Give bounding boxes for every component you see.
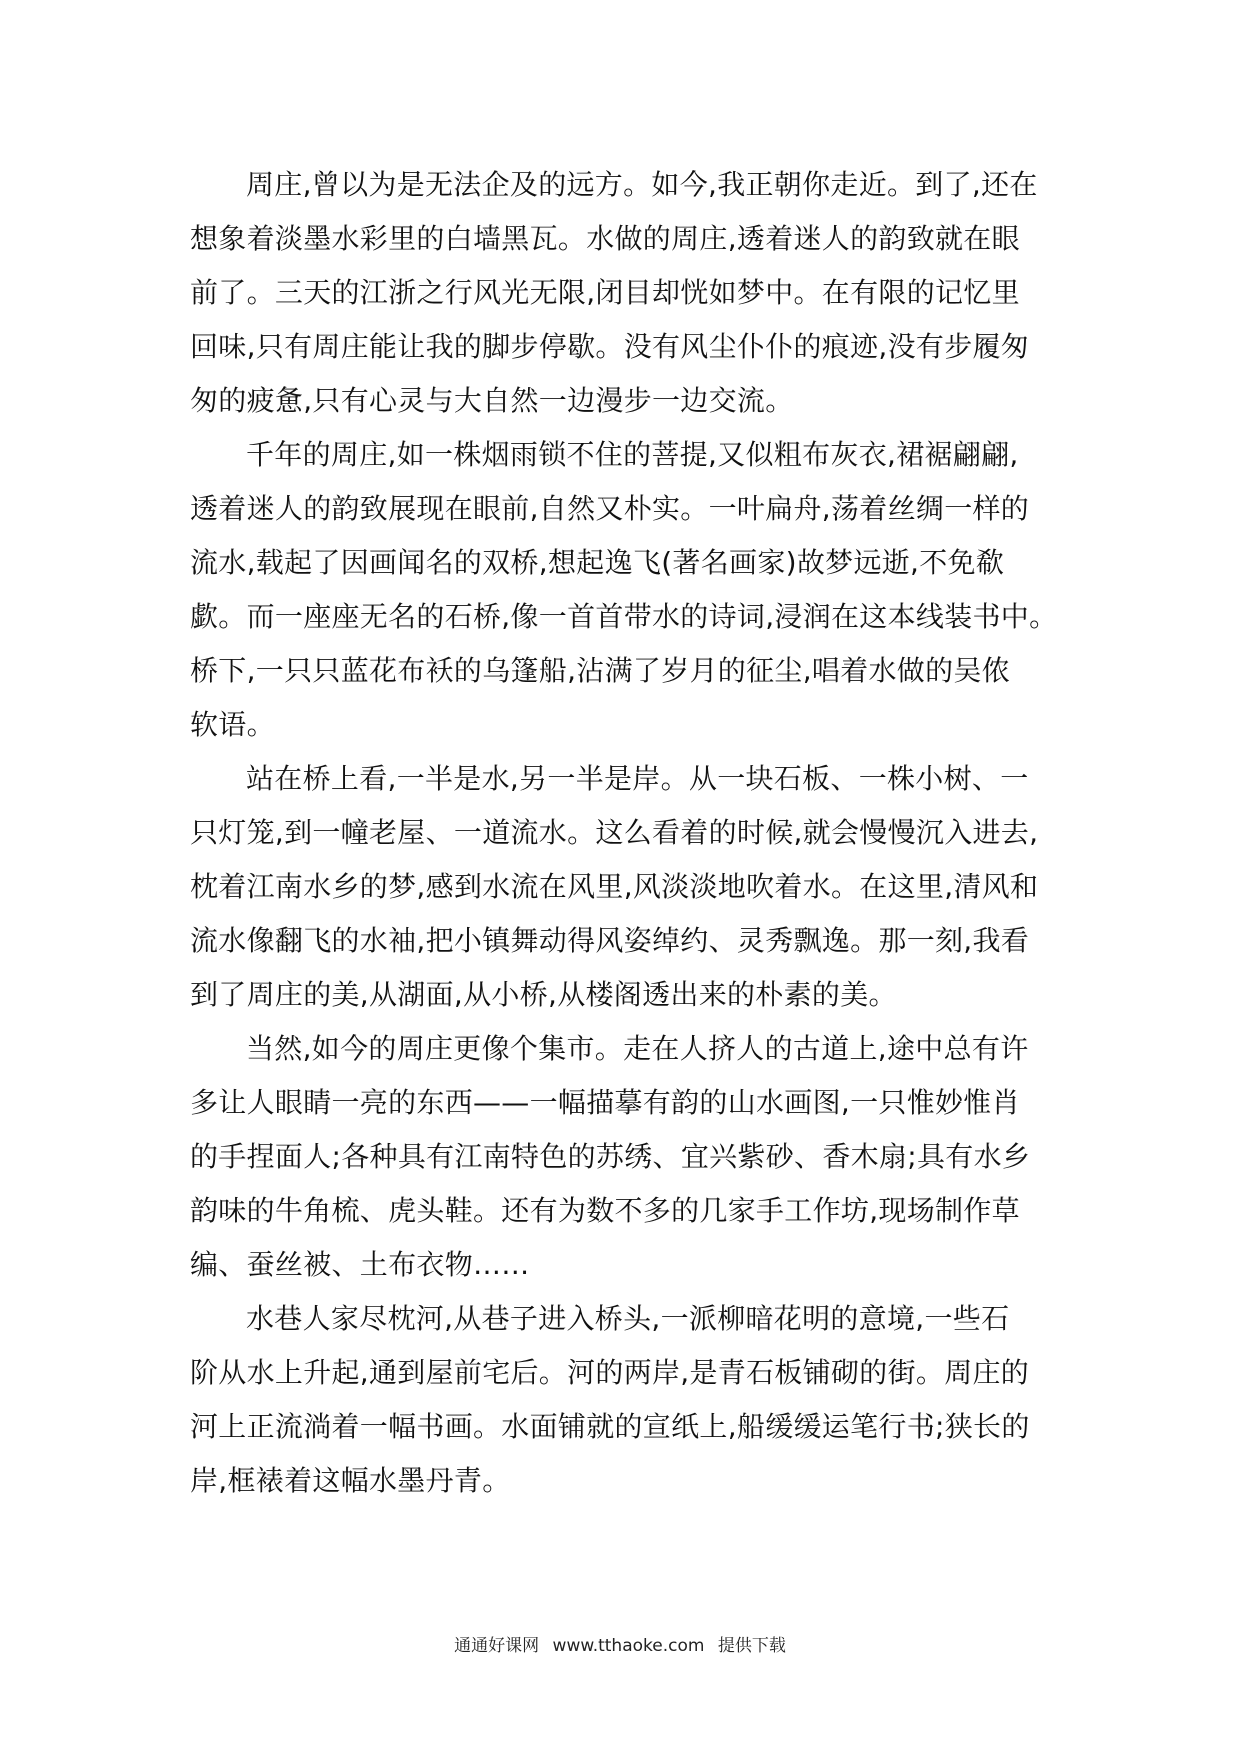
text-line: 阶从水上升起,通到屋前宅后。河的两岸,是青石板铺砌的街。周庄的 [190,1356,1030,1389]
text-line: 桥下,一只只蓝花布袄的乌篷船,沾满了岁月的征尘,唱着水做的吴侬 [190,654,1011,687]
article-body [190,158,1060,1508]
text-line: 当然,如今的周庄更像个集市。走在人挤人的古道上,途中总有许 [246,1032,1029,1065]
page-footer [0,1634,1240,1658]
text-line: 枕着江南水乡的梦,感到水流在风里,风淡淡地吹着水。在这里,清风和 [190,870,1039,903]
paragraph-2 [190,428,1060,752]
text-line: 多让人眼睛一亮的东西——一幅描摹有韵的山水画图,一只惟妙惟肖 [190,1086,1020,1119]
text-line: 千年的周庄,如一株烟雨锁不住的菩提,又似粗布灰衣,裙裾翩翩, [246,438,1019,471]
text-line: 河上正流淌着一幅书画。水面铺就的宣纸上,船缓缓运笔行书;狭长的 [190,1410,1030,1443]
text-line: 的手捏面人;各种具有江南特色的苏绣、宜兴紫砂、香木扇;具有水乡 [190,1140,1031,1173]
text-line: 岸,框裱着这幅水墨丹青。 [190,1464,511,1497]
text-line: 想象着淡墨水彩里的白墙黑瓦。水做的周庄,透着迷人的韵致就在眼 [190,222,1020,255]
text-line: 回味,只有周庄能让我的脚步停歇。没有风尘仆仆的痕迹,没有步履匆 [190,330,1030,363]
paragraph-4 [190,1022,1060,1292]
paragraph-1 [190,158,1060,428]
text-line: 流水像翻飞的水袖,把小镇舞动得风姿绰约、灵秀飘逸。那一刻,我看 [190,924,1030,957]
text-line: 流水,载起了因画闻名的双桥,想起逸飞(著名画家)故梦远逝,不免欷 [190,546,1005,579]
text-line: 编、蚕丝被、土布衣物…… [190,1248,530,1281]
text-line: 前了。三天的江浙之行风光无限,闭目却恍如梦中。在有限的记忆里 [190,276,1020,309]
text-line: 只灯笼,到一幢老屋、一道流水。这么看着的时候,就会慢慢沉入进去, [190,816,1039,849]
text-line: 韵味的牛角梳、虎头鞋。还有为数不多的几家手工作坊,现场制作草 [190,1194,1020,1227]
paragraph-3 [190,752,1060,1022]
text-line: 到了周庄的美,从湖面,从小桥,从楼阁透出来的朴素的美。 [190,978,897,1011]
text-line: 软语。 [190,708,275,741]
footer-site-name: 通通好课网 [454,1636,540,1656]
text-line: 歔。而一座座无名的石桥,像一首首带水的诗词,浸润在这本线装书中。 [190,600,1058,633]
text-line: 站在桥上看,一半是水,另一半是岸。从一块石板、一株小树、一 [246,762,1029,795]
paragraph-5 [190,1292,1060,1508]
text-line: 透着迷人的韵致展现在眼前,自然又朴实。一叶扁舟,荡着丝绸一样的 [190,492,1030,525]
text-line: 水巷人家尽枕河,从巷子进入桥头,一派柳暗花明的意境,一些石 [246,1302,1010,1335]
text-line: 匆的疲惫,只有心灵与大自然一边漫步一边交流。 [190,384,794,417]
footer-suffix: 提供下载 [717,1636,786,1656]
footer-url-link[interactable]: www.tthaoke.com [552,1636,705,1656]
text-line: 周庄,曾以为是无法企及的远方。如今,我正朝你走近。到了,还在 [246,168,1038,201]
